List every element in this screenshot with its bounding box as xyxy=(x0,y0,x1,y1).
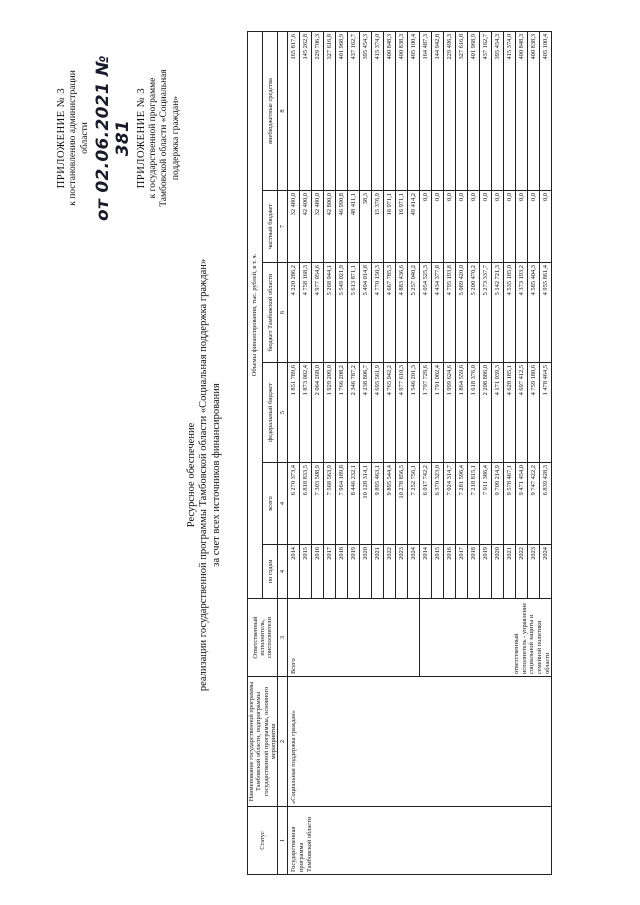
offbudget-cell: 401 968,9 xyxy=(468,31,480,190)
year-cell: 2019 xyxy=(480,545,492,599)
total-cell: 7 218 815,1 xyxy=(468,463,480,545)
offbudget-cell: 400 848,3 xyxy=(516,31,528,190)
title-line: за счет всех источников финансирования xyxy=(210,383,222,567)
offbudget-cell: 145 262,8 xyxy=(300,31,312,190)
regional-cell: 4 373 193,2 xyxy=(516,263,528,363)
private-cell: 0,0 xyxy=(492,191,504,263)
regional-cell: 5 200 470,2 xyxy=(468,263,480,363)
federal-cell: 4 171 039,3 xyxy=(492,363,504,463)
regional-cell: 4 758 168,3 xyxy=(300,263,312,363)
total-cell: 9 747 422,2 xyxy=(528,463,540,545)
private-cell: 0,0 xyxy=(432,191,444,263)
total-cell: 10 128 314,1 xyxy=(360,463,372,545)
header-federal: федеральный бюджет xyxy=(263,363,278,463)
total-cell: 7 252 756,1 xyxy=(408,463,420,545)
offbudget-cell: 327 616,8 xyxy=(324,31,336,190)
federal-cell: 4 238 806,7 xyxy=(360,363,372,463)
regional-cell: 4 955 861,4 xyxy=(540,263,552,363)
regional-cell: 5 494 014,8 xyxy=(360,263,372,363)
total-cell: 6 370 323,0 xyxy=(432,463,444,545)
appendix-header xyxy=(56,38,182,238)
year-cell: 2016 xyxy=(444,545,456,599)
appendix-line: области xyxy=(79,122,90,154)
offbudget-cell: 405 100,4 xyxy=(540,31,552,190)
handwritten-date-number: от 02.06.2021 № 381 xyxy=(92,55,133,221)
year-cell: 2017 xyxy=(456,545,468,599)
program-line: к государственной программе xyxy=(148,77,159,199)
offbudget-cell: 395 454,3 xyxy=(492,31,504,190)
year-cell: 2018 xyxy=(336,545,348,599)
offbudget-cell: 437 162,7 xyxy=(348,31,360,190)
offbudget-cell: 395 454,3 xyxy=(360,31,372,190)
federal-cell: 2 208 886,0 xyxy=(480,363,492,463)
column-index: 7 xyxy=(278,191,288,263)
regional-cell: 4 667 785,3 xyxy=(384,263,396,363)
header-total: всего xyxy=(263,463,278,545)
year-cell: 2017 xyxy=(324,545,336,599)
private-cell: 0,0 xyxy=(516,191,528,263)
federal-cell: 1 618 376,0 xyxy=(468,363,480,463)
total-cell: 9 578 467,1 xyxy=(504,463,516,545)
regional-cell: 4 535 185,0 xyxy=(504,263,516,363)
private-cell: 16 971,1 xyxy=(384,191,396,263)
offbudget-cell: 405 100,4 xyxy=(408,31,420,190)
regional-cell: 5 257 040,2 xyxy=(408,263,420,363)
offbudget-cell: 415 374,0 xyxy=(504,31,516,190)
private-cell: 42 800,0 xyxy=(324,191,336,263)
private-cell: 32 480,0 xyxy=(288,191,300,263)
federal-cell: 4 697 412,5 xyxy=(516,363,528,463)
total-cell: 9 895 544,4 xyxy=(384,463,396,545)
federal-cell: 1 873 002,4 xyxy=(300,363,312,463)
total-cell: 6 270 373,4 xyxy=(288,463,300,545)
federal-cell: 1 478 464,5 xyxy=(540,363,552,463)
year-cell: 2024 xyxy=(540,545,552,599)
offbudget-cell: 437 162,7 xyxy=(480,31,492,190)
private-cell: 0,0 xyxy=(480,191,492,263)
program-line: Тамбовской области «Социальная xyxy=(159,69,170,207)
title-line: Ресурсное обеспечение xyxy=(186,422,197,528)
total-cell: 7 964 189,8 xyxy=(336,463,348,545)
private-cell: 0,0 xyxy=(468,191,480,263)
year-cell: 2021 xyxy=(372,545,384,599)
offbudget-cell: 400 838,3 xyxy=(396,31,408,190)
regional-cell: 4 434 377,8 xyxy=(432,263,444,363)
header-year: по годам xyxy=(263,545,278,599)
federal-cell: 1 851 789,6 xyxy=(288,363,300,463)
year-cell: 2023 xyxy=(528,545,540,599)
header-offbudget: внебюджетные средства xyxy=(263,31,278,190)
offbudget-cell: 144 942,8 xyxy=(432,31,444,190)
private-cell: 0,0 xyxy=(504,191,516,263)
column-index: 2 xyxy=(278,677,288,807)
year-cell: 2024 xyxy=(408,545,420,599)
column-index: 8 xyxy=(278,31,288,190)
regional-cell: 4 883 436,6 xyxy=(396,263,408,363)
total-cell: 9 471 454,0 xyxy=(516,463,528,545)
year-cell: 2022 xyxy=(516,545,528,599)
offbudget-cell: 400 848,3 xyxy=(384,31,396,190)
private-cell: 32 480,0 xyxy=(312,191,324,263)
offbudget-cell: 400 838,3 xyxy=(528,31,540,190)
appendix-line: к постановлению администрации xyxy=(68,70,79,206)
federal-cell: 1 999 624,6 xyxy=(444,363,456,463)
federal-cell: 4 695 561,9 xyxy=(372,363,384,463)
total-cell: 7 568 563,9 xyxy=(324,463,336,545)
offbudget-cell: 401 968,9 xyxy=(336,31,348,190)
total-cell: 8 446 232,1 xyxy=(348,463,360,545)
column-index-row xyxy=(278,31,288,874)
federal-cell: 1 797 729,6 xyxy=(420,363,432,463)
year-cell: 2015 xyxy=(300,545,312,599)
federal-cell: 1 929 209,0 xyxy=(324,363,336,463)
header-name: Наименование государственной программы Тамбовской области, подпрограммы государственной программы, основного мероприятия xyxy=(248,677,278,807)
private-cell: 0,0 xyxy=(540,191,552,263)
table-body xyxy=(288,31,552,874)
regional-cell: 4 054 525,3 xyxy=(420,263,432,363)
federal-cell: 4 628 185,1 xyxy=(504,363,516,463)
total-cell: 7 303 508,9 xyxy=(312,463,324,545)
private-cell: 48 411,1 xyxy=(348,191,360,263)
private-cell: 0,0 xyxy=(444,191,456,263)
private-cell: 42 400,0 xyxy=(300,191,312,263)
federal-cell: 1 546 201,3 xyxy=(408,363,420,463)
total-cell: 6 017 742,2 xyxy=(420,463,432,545)
federal-cell: 4 765 942,2 xyxy=(384,363,396,463)
appendix-title-2: ПРИЛОЖЕНИЕ № 3 xyxy=(135,87,147,189)
total-cell: 6 818 833,5 xyxy=(300,463,312,545)
offbudget-cell: 415 374,0 xyxy=(372,31,384,190)
federal-cell: 4 759 180,6 xyxy=(528,363,540,463)
column-index: 4 xyxy=(278,545,288,599)
federal-cell: 1 791 002,4 xyxy=(432,363,444,463)
regional-cell: 4 977 054,6 xyxy=(312,263,324,363)
regional-cell: 5 089 420,0 xyxy=(456,263,468,363)
private-cell: 15 376,9 xyxy=(372,191,384,263)
regional-cell: 5 142 721,3 xyxy=(492,263,504,363)
responsible-cell: Всего xyxy=(288,599,420,677)
federal-cell: 1 766 208,2 xyxy=(336,363,348,463)
offbudget-cell: 229 706,3 xyxy=(312,31,324,190)
header-volume: Объемы финансирования, тыс. рублей, в т. ч. xyxy=(248,31,263,598)
responsible-cell: ответственный исполнитель - управление социальной защиты и семейной политики области xyxy=(420,599,552,677)
federal-cell: 2 346 787,2 xyxy=(348,363,360,463)
private-cell: 0,0 xyxy=(420,191,432,263)
table-row xyxy=(288,31,300,874)
year-cell: 2018 xyxy=(468,545,480,599)
year-cell: 2016 xyxy=(312,545,324,599)
private-cell: 49 414,2 xyxy=(408,191,420,263)
document-title xyxy=(186,195,223,755)
column-index: 4 xyxy=(278,463,288,545)
resource-table xyxy=(247,31,552,875)
offbudget-cell: 165 817,6 xyxy=(288,31,300,190)
header-responsible: Ответственный исполнитель, соисполнители xyxy=(248,599,278,677)
year-cell: 2021 xyxy=(504,545,516,599)
status-cell: Государственная программа Тамбовской области xyxy=(288,807,552,875)
private-cell: 0,0 xyxy=(528,191,540,263)
regional-cell: 5 613 871,1 xyxy=(348,263,360,363)
header-regional: бюджет Тамбовской области xyxy=(263,263,278,363)
private-cell: 16 971,1 xyxy=(396,191,408,263)
total-cell: 10 278 856,5 xyxy=(396,463,408,545)
program-line: поддержка граждан» xyxy=(170,95,181,181)
regional-cell: 4 585 404,3 xyxy=(528,263,540,363)
year-cell: 2020 xyxy=(360,545,372,599)
regional-cell: 4 770 150,3 xyxy=(372,263,384,363)
regional-cell: 5 549 021,9 xyxy=(336,263,348,363)
federal-cell: 2 064 268,0 xyxy=(312,363,324,463)
year-cell: 2022 xyxy=(384,545,396,599)
private-cell: 0,0 xyxy=(456,191,468,263)
offbudget-cell: 327 616,8 xyxy=(456,31,468,190)
regional-cell: 4 795 193,8 xyxy=(444,263,456,363)
year-cell: 2014 xyxy=(420,545,432,599)
header-private: частный бюджет xyxy=(263,191,278,263)
regional-cell: 4 220 286,2 xyxy=(288,263,300,363)
private-cell: 38,3 xyxy=(360,191,372,263)
header-status: Статус xyxy=(248,807,278,875)
federal-cell: 1 864 559,6 xyxy=(456,363,468,463)
year-cell: 2014 xyxy=(288,545,300,599)
regional-cell: 5 268 944,1 xyxy=(324,263,336,363)
total-cell: 9 709 214,9 xyxy=(492,463,504,545)
column-index: 6 xyxy=(278,263,288,363)
title-line: реализации государственной программы Тамбовской области «Социальная поддержка граждан» xyxy=(198,258,210,692)
regional-cell: 5 273 337,7 xyxy=(480,263,492,363)
offbudget-cell: 229 496,3 xyxy=(444,31,456,190)
column-index: 5 xyxy=(278,363,288,463)
federal-cell: 4 977 610,3 xyxy=(396,363,408,463)
appendix-title: ПРИЛОЖЕНИЕ № 3 xyxy=(56,87,67,189)
program-name-cell: «Социальная поддержка граждан» xyxy=(288,677,552,807)
column-index: 3 xyxy=(278,599,288,677)
year-cell: 2020 xyxy=(492,545,504,599)
year-cell: 2015 xyxy=(432,545,444,599)
total-cell: 7 911 386,4 xyxy=(480,463,492,545)
total-cell: 9 895 463,1 xyxy=(372,463,384,545)
private-cell: 46 990,8 xyxy=(336,191,348,263)
year-cell: 2023 xyxy=(396,545,408,599)
total-cell: 7 024 314,7 xyxy=(444,463,456,545)
total-cell: 7 281 596,4 xyxy=(456,463,468,545)
offbudget-cell: 164 487,3 xyxy=(420,31,432,190)
column-index: 1 xyxy=(278,807,288,875)
total-cell: 6 839 428,3 xyxy=(540,463,552,545)
year-cell: 2019 xyxy=(348,545,360,599)
